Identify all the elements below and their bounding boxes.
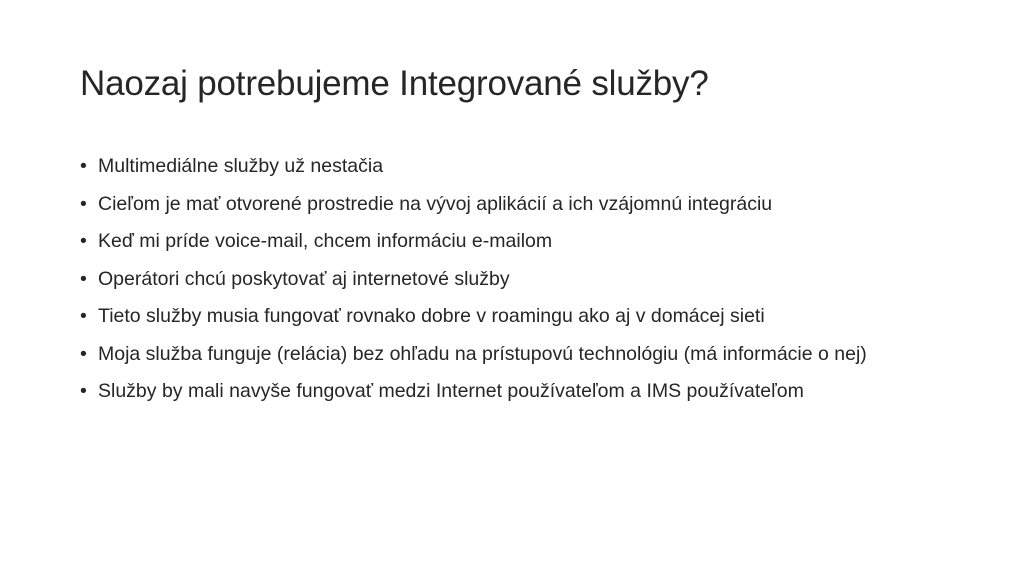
bullet-item — [80, 377, 960, 405]
bullet-text: Keď mi príde voice-mail, chcem informáciu e-mailom — [98, 230, 553, 252]
bullet-item — [80, 152, 960, 180]
bullet-text: Operátori chcú poskytovať aj internetové služby — [98, 267, 510, 290]
bullet-item — [80, 227, 960, 255]
bullet-dot-icon: • — [80, 155, 87, 177]
bullet-dot-icon: • — [80, 230, 87, 252]
slide-title: Naozaj potrebujeme Integrované služby? — [80, 64, 709, 103]
bullet-item — [80, 340, 960, 368]
bullet-list — [80, 152, 960, 415]
bullet-dot-icon: • — [80, 267, 87, 290]
bullet-text: Cieľom je mať otvorené prostredie na vývoj aplikácií a ich vzájomnú integráciu — [98, 192, 773, 215]
bullet-text: Služby by mali navyše fungovať medzi Internet používateľom a IMS používateľom — [98, 380, 804, 402]
bullet-text: Tieto služby musia fungovať rovnako dobre v roamingu ako aj v domácej sieti — [98, 305, 765, 327]
bullet-dot-icon: • — [80, 192, 87, 215]
bullet-item — [80, 302, 960, 330]
bullet-item — [80, 265, 960, 293]
bullet-item — [80, 190, 960, 218]
bullet-dot-icon: • — [80, 380, 87, 402]
bullet-dot-icon: • — [80, 305, 87, 327]
bullet-dot-icon: • — [80, 342, 87, 365]
bullet-text: Multimediálne služby už nestačia — [98, 155, 384, 177]
bullet-text: Moja služba funguje (relácia) bez ohľadu na prístupovú technológiu (má informácie o nej) — [98, 342, 867, 365]
